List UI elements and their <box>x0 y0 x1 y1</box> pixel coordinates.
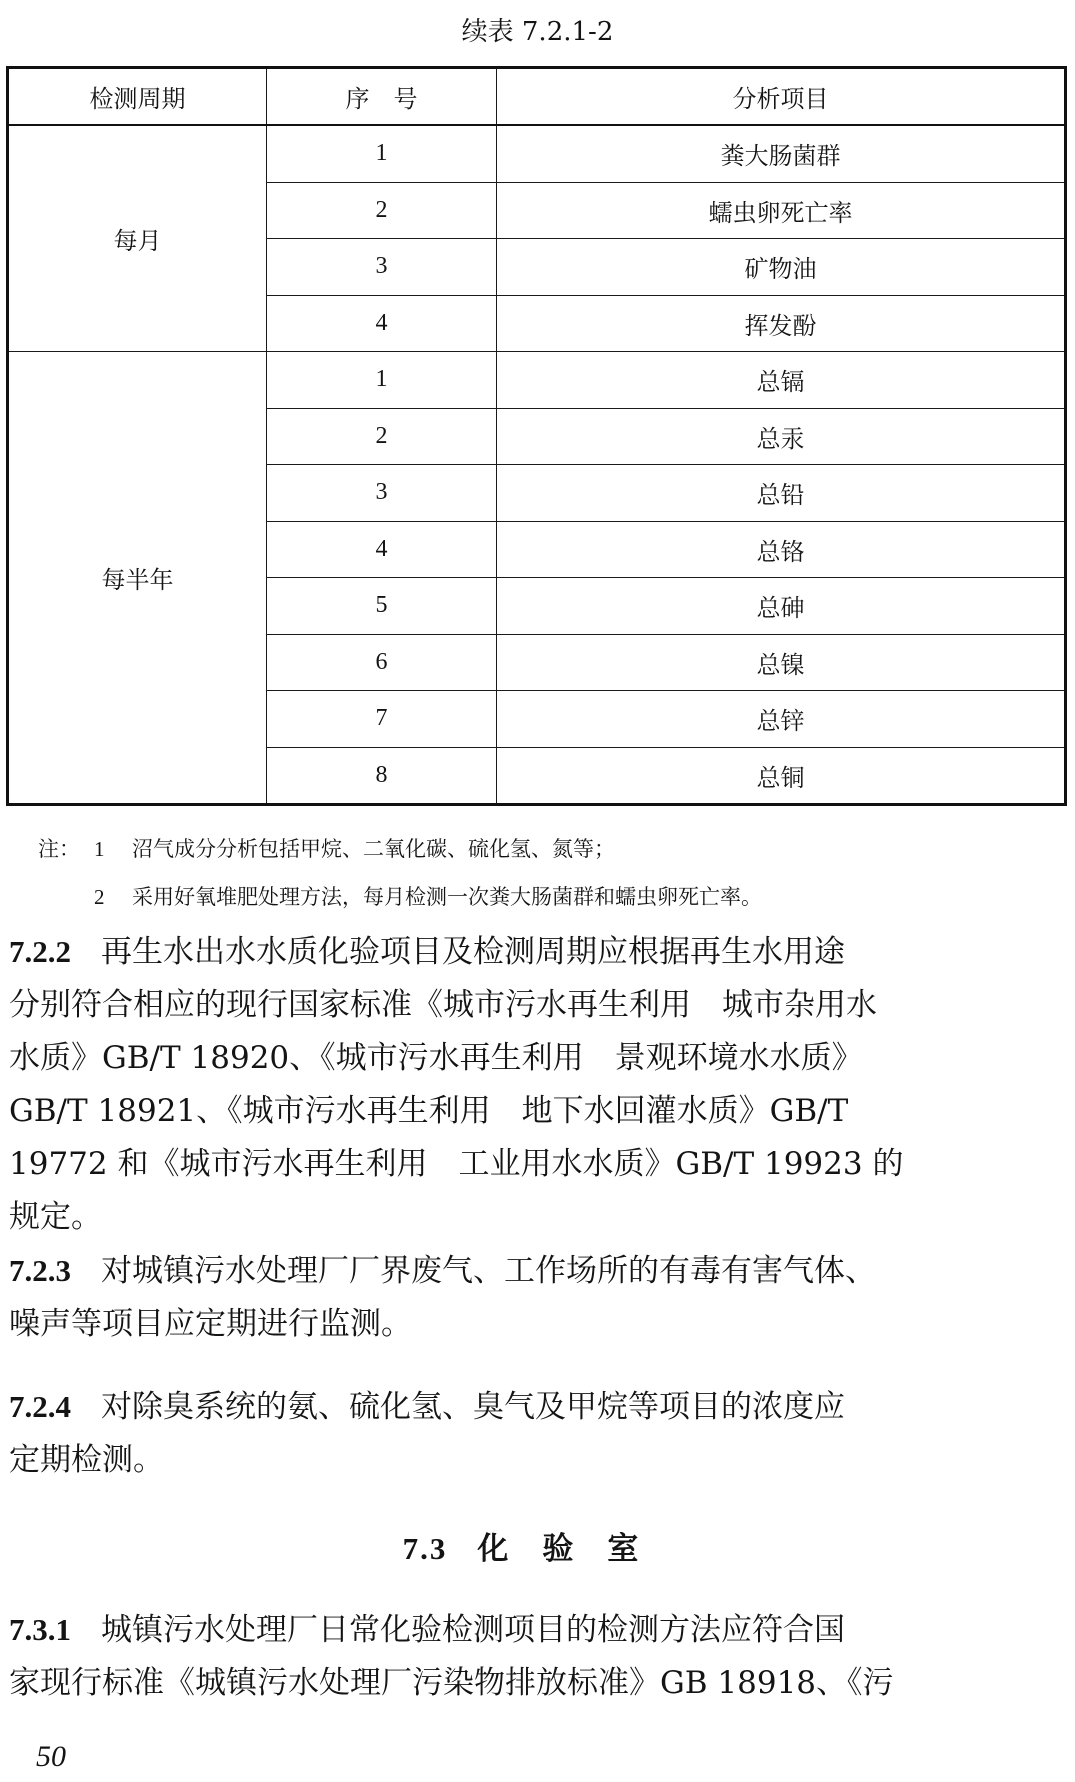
clause-7-2-4 <box>9 1380 1069 1487</box>
clause-text: 城镇污水处理厂日常化验检测项目的检测方法应符合国 <box>101 1612 845 1648</box>
section-number: 7.3 <box>402 1531 448 1566</box>
clause-text: 19772 和《城市污水再生利用 工业用水水质》GB/T 19923 的 <box>9 1146 904 1182</box>
note-label: 注： <box>38 837 80 861</box>
analysis-items-table <box>6 66 1067 806</box>
clause-number: 7.2.3 <box>9 1253 71 1288</box>
clause-7-2-2 <box>9 925 1069 1244</box>
clause-7-3-1 <box>9 1603 1069 1710</box>
row-number: 4 <box>267 521 497 578</box>
row-number: 3 <box>267 239 497 296</box>
note-item <box>38 873 762 921</box>
note-item <box>38 825 762 873</box>
note-number: 1 <box>94 837 105 861</box>
row-item: 总砷 <box>497 578 1066 635</box>
page-number: 50 <box>36 1740 66 1773</box>
row-item: 总镉 <box>497 352 1066 409</box>
clause-number: 7.2.2 <box>9 934 71 969</box>
clause-text: 规定。 <box>9 1199 102 1235</box>
row-number: 7 <box>267 691 497 748</box>
section-heading <box>0 1523 1075 1568</box>
clause-text: 分别符合相应的现行国家标准《城市污水再生利用 城市杂用水 <box>9 987 877 1023</box>
row-number: 6 <box>267 634 497 691</box>
header-item: 分析项目 <box>497 68 1066 126</box>
note-text: 采用好氧堆肥处理方法，每月检测一次粪大肠菌群和蠕虫卵死亡率。 <box>132 885 762 909</box>
row-item: 总镍 <box>497 634 1066 691</box>
clause-text: GB/T 18921、《城市污水再生利用 地下水回灌水质》GB/T <box>9 1093 849 1129</box>
section-title: 化验室 <box>477 1531 673 1567</box>
table-header-row <box>8 68 1066 126</box>
note-number: 2 <box>94 885 105 909</box>
row-item: 总铬 <box>497 521 1066 578</box>
row-number: 2 <box>267 408 497 465</box>
row-item: 矿物油 <box>497 239 1066 296</box>
row-number: 1 <box>267 352 497 409</box>
row-number: 1 <box>267 125 497 182</box>
period-cell-monthly: 每月 <box>8 125 267 352</box>
clause-text: 定期检测。 <box>9 1442 164 1478</box>
clause-text: 家现行标准《城镇污水处理厂污染物排放标准》GB 18918、《污 <box>9 1665 894 1701</box>
note-text: 沼气成分分析包括甲烷、二氧化碳、硫化氢、氮等； <box>132 837 615 861</box>
table-row <box>8 125 1066 182</box>
header-period: 检测周期 <box>8 68 267 126</box>
row-number: 4 <box>267 295 497 352</box>
row-number: 2 <box>267 182 497 239</box>
row-item: 蠕虫卵死亡率 <box>497 182 1066 239</box>
table-row <box>8 352 1066 409</box>
clause-number: 7.3.1 <box>9 1612 71 1647</box>
row-item: 总铅 <box>497 465 1066 522</box>
row-item: 总锌 <box>497 691 1066 748</box>
clause-text: 再生水出水水质化验项目及检测周期应根据再生水用途 <box>101 934 845 970</box>
clause-text: 水质》GB/T 18920、《城市污水再生利用 景观环境水水质》 <box>9 1040 863 1076</box>
row-number: 3 <box>267 465 497 522</box>
row-item: 总铜 <box>497 747 1066 805</box>
clause-7-2-3 <box>9 1244 1069 1351</box>
row-item: 挥发酚 <box>497 295 1066 352</box>
row-item: 总汞 <box>497 408 1066 465</box>
clause-text: 对城镇污水处理厂厂界废气、工作场所的有毒有害气体、 <box>101 1253 876 1289</box>
clause-text: 噪声等项目应定期进行监测。 <box>9 1306 412 1342</box>
table-notes <box>38 825 762 921</box>
header-number: 序 号 <box>267 68 497 126</box>
row-item: 粪大肠菌群 <box>497 125 1066 182</box>
row-number: 8 <box>267 747 497 805</box>
clause-text: 对除臭系统的氨、硫化氢、臭气及甲烷等项目的浓度应 <box>101 1389 845 1425</box>
table-caption: 续表 7.2.1-2 <box>461 17 614 47</box>
row-number: 5 <box>267 578 497 635</box>
clause-number: 7.2.4 <box>9 1389 71 1424</box>
period-cell-semiannual: 每半年 <box>8 352 267 805</box>
